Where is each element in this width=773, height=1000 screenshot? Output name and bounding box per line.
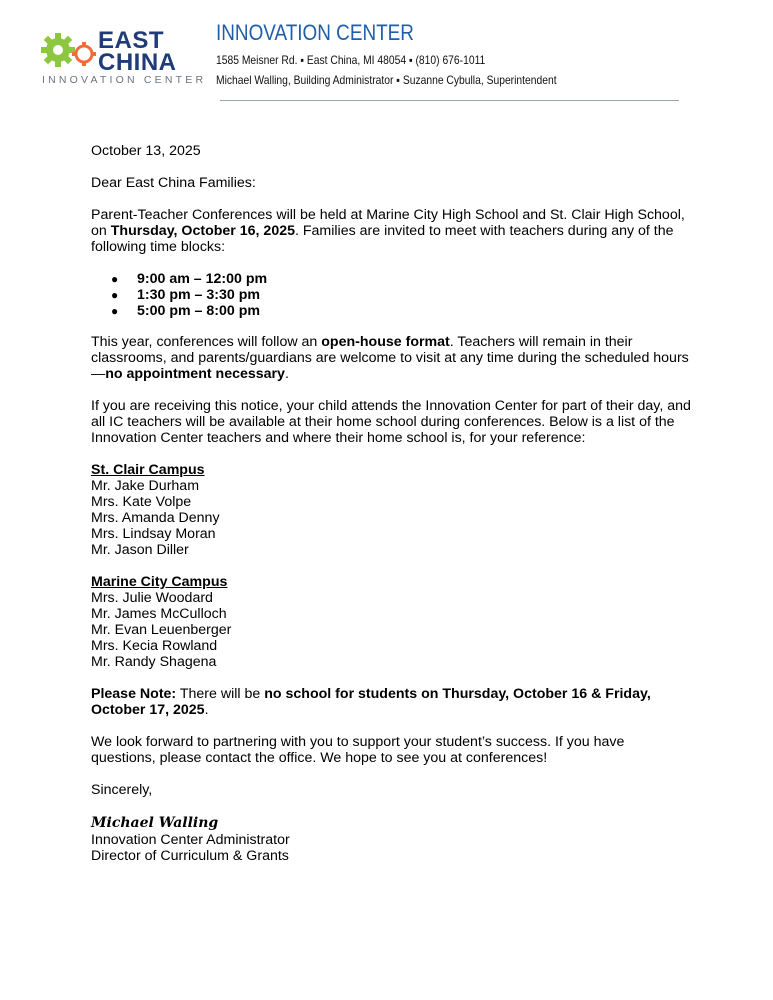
notice-paragraph: If you are receiving this notice, your child attends the Innovation Center for part of their day, and all IC teachers will be available at their home school during conferences. Below is a list of the Innovation Center teachers and where their home school is, for your reference: xyxy=(91,398,691,446)
campus-marine-city xyxy=(91,574,691,670)
teacher-name: Mr. Jake Durham xyxy=(91,478,200,494)
campus-heading: Marine City Campus xyxy=(91,574,228,590)
format-bold-1: open-house format xyxy=(321,334,450,350)
letter-date: October 13, 2025 xyxy=(91,143,201,159)
teacher-name: Mr. James McCulloch xyxy=(91,606,227,622)
school-logo xyxy=(40,27,207,90)
teacher-name: Mrs. Lindsay Moran xyxy=(91,526,216,542)
logo-subtitle: INNOVATION CENTER xyxy=(42,74,207,86)
letterhead-address: 1585 Meisner Rd. ▪ East China, MI 48054 ▪ (810) 676-1011 xyxy=(216,53,486,67)
intro-paragraph xyxy=(91,207,691,255)
signer-title: Director of Curriculum & Grants xyxy=(91,848,289,864)
intro-text-1: Parent-Teacher Conferences will be held at Marine City High School and St. Clair High School, on xyxy=(91,207,685,239)
time-block: ● 5:00 pm – 8:00 pm xyxy=(91,303,691,319)
green-gear-icon xyxy=(41,33,75,67)
format-paragraph xyxy=(91,334,691,382)
logo-word-east: EAST xyxy=(98,27,165,54)
teacher-name: Mrs. Kate Volpe xyxy=(91,494,192,510)
orange-gear-icon xyxy=(72,42,96,66)
teacher-name: Mr. Evan Leuenberger xyxy=(91,622,232,638)
logo-word-china: CHINA xyxy=(98,49,177,76)
time-blocks-list xyxy=(91,271,691,319)
valediction: Sincerely, xyxy=(91,782,153,798)
letter-body xyxy=(91,143,691,864)
teacher-name: Mrs. Amanda Denny xyxy=(91,510,220,526)
campus-st-clair xyxy=(91,462,691,558)
signature: Michael Walling xyxy=(91,815,219,831)
gears-icon xyxy=(40,30,98,70)
note-text-1: There will be xyxy=(176,686,265,702)
campus-heading: St. Clair Campus xyxy=(91,462,205,478)
format-text-2: . Teachers will remain in their classrooms, and parents/guardians are welcome to visit at any time during the scheduled hours— xyxy=(91,334,689,382)
teacher-name: Mr. Randy Shagena xyxy=(91,654,217,670)
format-text-1: This year, conferences will follow an xyxy=(91,334,322,350)
format-bold-2: no appointment necessary xyxy=(105,366,285,382)
signer-title: Innovation Center Administrator xyxy=(91,832,290,848)
note-paragraph xyxy=(91,686,691,718)
closing-paragraph: We look forward to partnering with you to support your student’s success. If you have questions, please contact the office. We hope to see you at conferences! xyxy=(91,734,625,766)
note-label: Please Note: xyxy=(91,686,177,702)
teacher-name: Mr. Jason Diller xyxy=(91,542,189,558)
letterhead-divider xyxy=(220,100,679,101)
note-text-2: . xyxy=(204,702,209,718)
time-block: ● 9:00 am – 12:00 pm xyxy=(91,271,691,287)
teacher-name: Mrs. Julie Woodard xyxy=(91,590,213,606)
conference-date: Thursday, October 16, 2025 xyxy=(110,223,295,239)
intro-text-2: . Families are invited to meet with teachers during any of the following time blocks: xyxy=(91,223,674,255)
no-school-notice: no school for students on Thursday, October 16 & Friday, October 17, 2025 xyxy=(91,686,651,718)
letterhead-staff: Michael Walling, Building Administrator ▪ Suzanne Cybulla, Superintendent xyxy=(216,73,557,87)
letterhead-title: INNOVATION CENTER xyxy=(216,20,414,45)
time-block: ● 1:30 pm – 3:30 pm xyxy=(91,287,691,303)
letter-greeting: Dear East China Families: xyxy=(91,175,256,191)
teacher-name: Mrs. Kecia Rowland xyxy=(91,638,218,654)
format-text-3: . xyxy=(284,366,289,382)
